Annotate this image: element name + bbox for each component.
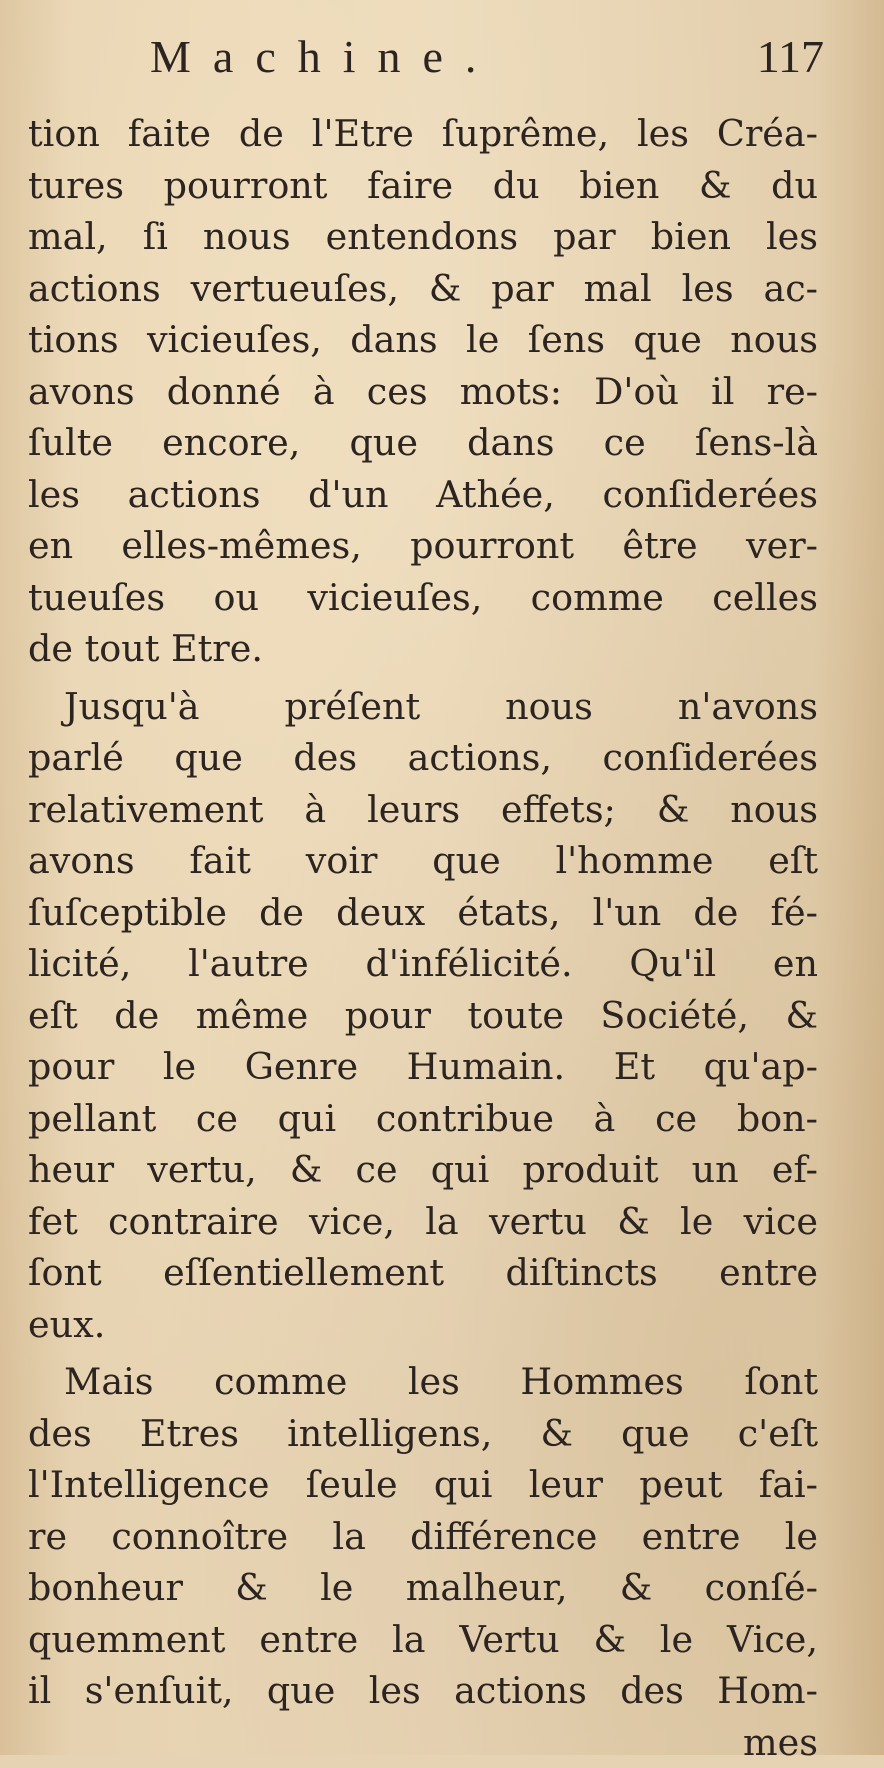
text-line: l'Intelligence ſeule qui leur peut fai- <box>28 1459 818 1511</box>
text-line: en elles-mêmes, pourront être ver- <box>28 520 818 572</box>
text-line: tion faite de l'Etre ſuprême, les Créa- <box>28 108 818 160</box>
text-line: relativement à leurs effets; & nous <box>28 784 818 836</box>
text-line: licité, l'autre d'infélicité. Qu'il en <box>28 938 818 990</box>
text-line: fet contraire vice, la vertu & le vice <box>28 1196 818 1248</box>
text-line: tures pourront faire du bien & du <box>28 160 818 212</box>
body-text <box>28 108 818 1768</box>
page-number: 117 <box>757 30 824 83</box>
text-line: ſuſceptible de deux états, l'un de fé- <box>28 887 818 939</box>
text-line: les actions d'un Athée, conſiderées <box>28 469 818 521</box>
text-line: il s'enſuit, que les actions des Hom- <box>28 1665 818 1717</box>
running-title: Machine. <box>150 30 498 83</box>
text-line: des Etres intelligens, & que c'eſt <box>28 1408 818 1460</box>
text-line: ſont eſſentiellement diſtincts entre <box>28 1247 818 1299</box>
text-line: quemment entre la Vertu & le Vice, <box>28 1614 818 1666</box>
text-line: ſulte encore, que dans ce ſens-là <box>28 417 818 469</box>
text-line: de tout Etre. <box>28 623 818 675</box>
catchword: mes <box>28 1717 818 1768</box>
text-line: tueuſes ou vicieuſes, comme celles <box>28 572 818 624</box>
text-line: Mais comme les Hommes ſont <box>28 1356 818 1408</box>
text-line: tions vicieuſes, dans le ſens que nous <box>28 314 818 366</box>
text-line: eſt de même pour toute Société, & <box>28 990 818 1042</box>
text-line: avons fait voir que l'homme eſt <box>28 835 818 887</box>
text-line: avons donné à ces mots: D'où il re- <box>28 366 818 418</box>
text-line: mal, ſi nous entendons par bien les <box>28 211 818 263</box>
text-line: pour le Genre Humain. Et qu'ap- <box>28 1041 818 1093</box>
text-line: pellant ce qui contribue à ce bon- <box>28 1093 818 1145</box>
text-line: heur vertu, & ce qui produit un ef- <box>28 1144 818 1196</box>
text-line: actions vertueuſes, & par mal les ac- <box>28 263 818 315</box>
paragraph-1 <box>28 108 818 675</box>
text-line: eux. <box>28 1299 818 1351</box>
text-line: re connoître la différence entre le <box>28 1511 818 1563</box>
text-line: Jusqu'à préſent nous n'avons <box>28 681 818 733</box>
text-line: bonheur & le malheur, & conſé- <box>28 1562 818 1614</box>
paragraph-2 <box>28 681 818 1351</box>
page-header <box>0 30 884 100</box>
paragraph-3 <box>28 1356 818 1717</box>
text-line: parlé que des actions, conſiderées <box>28 732 818 784</box>
